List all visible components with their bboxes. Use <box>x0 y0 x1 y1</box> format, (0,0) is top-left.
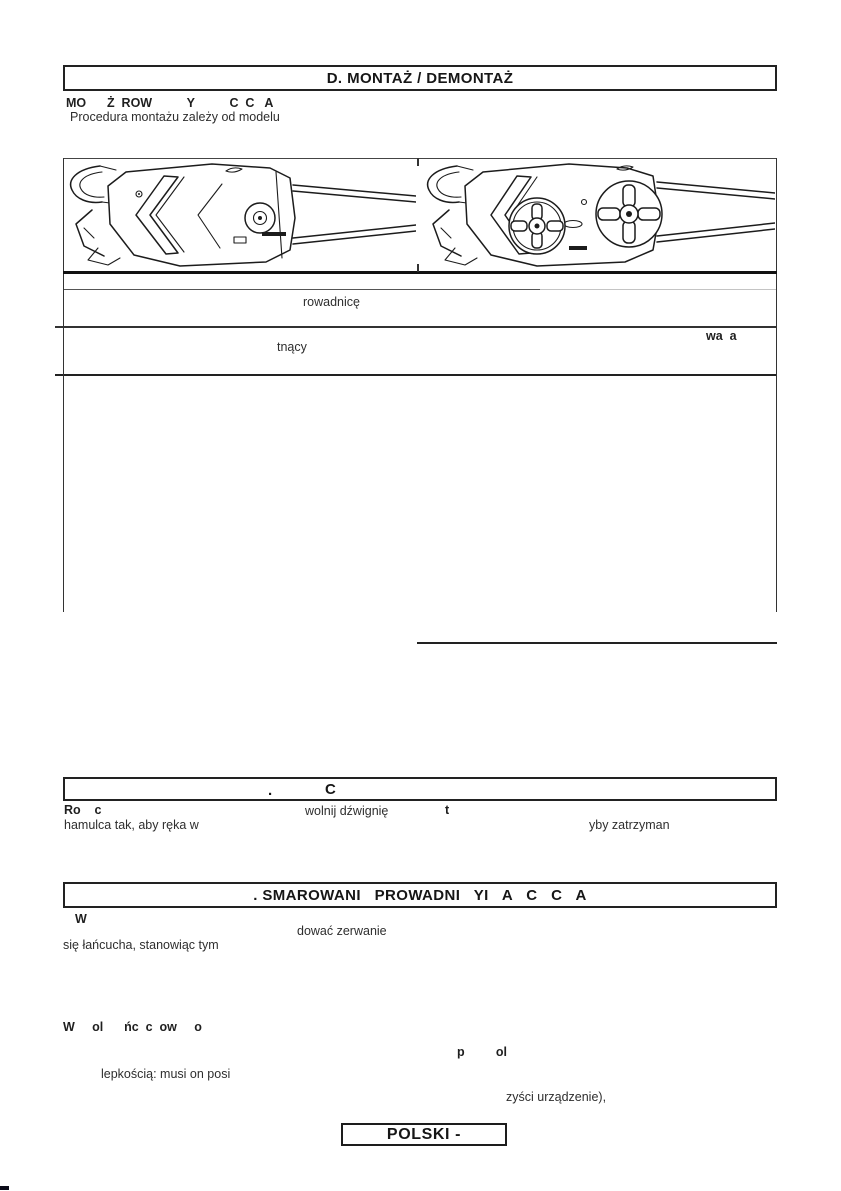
section-e-line2-fragment1: hamulca tak, aby ręka w <box>64 818 199 832</box>
panel-bottom-border <box>63 271 777 274</box>
table-left-border <box>63 274 64 612</box>
guide-bar-lines <box>657 182 775 242</box>
table-rule-3 <box>55 374 777 376</box>
section-f-p2-fragment1: W ol ńc c ow o <box>63 1020 202 1034</box>
section-d-intro: Procedura montażu zależy od modelu <box>70 110 280 124</box>
section-e-title-letter: C <box>325 781 337 798</box>
bar-lock-knob <box>596 181 662 247</box>
footer-language-label: POLSKI - <box>386 1125 462 1143</box>
section-f-p1-fragment1: W <box>75 912 87 926</box>
guide-bar-lines <box>293 185 416 244</box>
chainsaw-knobs-illustration <box>421 160 775 270</box>
section-d-title: D. MONTAŻ / DEMONTAŻ <box>326 69 514 87</box>
footer-language-box <box>341 1123 507 1146</box>
table-right-border <box>776 274 777 612</box>
section-e-line2-fragment2: yby zatrzyman <box>589 818 670 832</box>
section-f-p2-fragment4: zyści urządzenie), <box>506 1090 607 1104</box>
section-f-p2-fragment3: lepkością: musi on posi <box>101 1067 231 1081</box>
section-e-line1-fragment2: wolnij dźwignię <box>305 804 389 818</box>
section-e-line1-fragment1: Ro c <box>64 803 102 817</box>
mid-page-rule <box>417 642 777 644</box>
chain-tension-knob <box>509 198 565 254</box>
section-f-p2-fragment2: p ol <box>457 1045 507 1059</box>
panel-right-border <box>776 158 777 274</box>
section-f-title: . SMAROWANI PROWADNI YI A C C A <box>253 886 587 904</box>
section-d-subheading-fragments: MO Ż ROW Y C C A <box>66 96 274 110</box>
section-e-line1-fragment3: t <box>445 803 450 817</box>
scan-artifact <box>0 1186 9 1190</box>
section-f-header-box <box>63 882 777 908</box>
table-rule-2 <box>55 326 777 328</box>
section-e-title-dot: . <box>268 782 273 799</box>
section-e-header-box <box>63 777 777 801</box>
table-row2-fragment: tnący <box>277 340 307 354</box>
section-f-p1-fragment3: się łańcucha, stanowiąc tym <box>63 938 219 952</box>
panel-top-border <box>63 158 777 159</box>
section-d-header-box <box>63 65 777 91</box>
table-rule-dark <box>63 289 540 290</box>
table-row2-bold-fragment: wa a <box>706 329 737 343</box>
panel-center-tick-top <box>417 158 419 166</box>
table-row1-fragment: rowadnicę <box>303 295 360 309</box>
section-f-p1-fragment2: dować zerwanie <box>297 924 387 938</box>
panel-center-tick-bottom <box>417 264 419 272</box>
table-rule-faded <box>540 289 777 290</box>
chainsaw-assembled-illustration <box>64 160 416 270</box>
